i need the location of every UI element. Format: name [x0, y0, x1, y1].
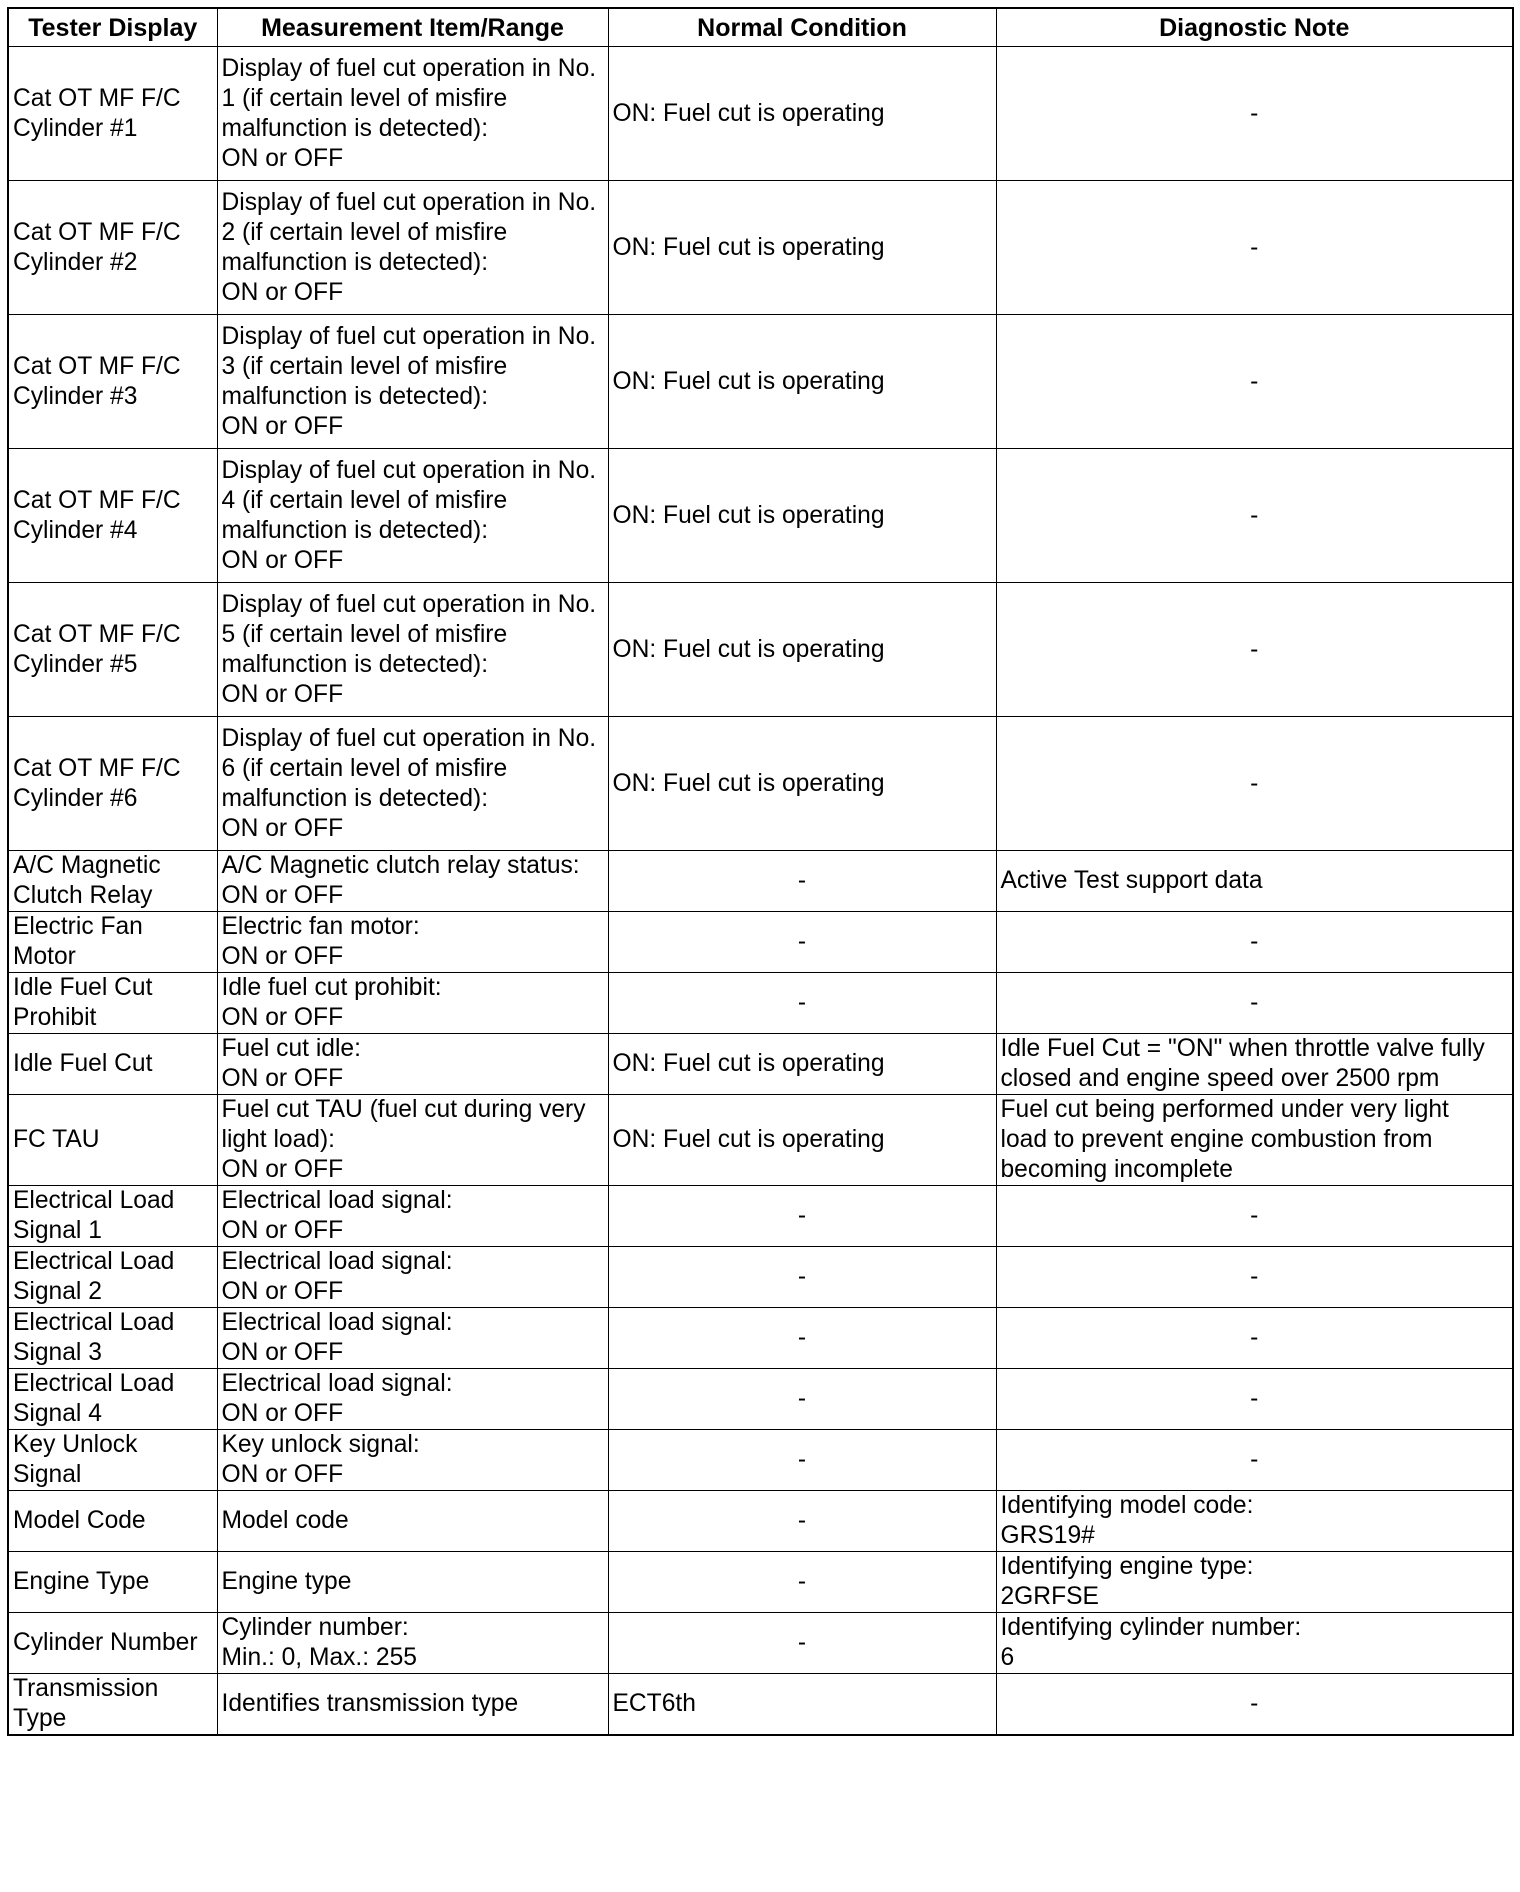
diagnostic-note-cell: - — [996, 1430, 1513, 1491]
diagnostic-note-cell: - — [996, 1308, 1513, 1369]
header-diagnostic-note: Diagnostic Note — [996, 8, 1513, 47]
measurement-item-cell: Display of fuel cut operation in No. 5 (if certain level of misfire malfunction is detected): ON or OFF — [217, 583, 608, 717]
table-row — [8, 1369, 1513, 1430]
diagnostic-note-cell: - — [996, 583, 1513, 717]
tester-display-cell: Cat OT MF F/C Cylinder #5 — [8, 583, 217, 717]
tester-display-cell: Electric Fan Motor — [8, 912, 217, 973]
diagnostic-note-cell: - — [996, 717, 1513, 851]
tester-display-cell: Idle Fuel Cut Prohibit — [8, 973, 217, 1034]
diagnostic-note-cell: - — [996, 315, 1513, 449]
tester-display-cell: Transmission Type — [8, 1674, 217, 1736]
measurement-item-cell: Electrical load signal: ON or OFF — [217, 1308, 608, 1369]
normal-condition-cell: - — [608, 1552, 996, 1613]
table-row — [8, 1491, 1513, 1552]
diagnostic-note-cell: Active Test support data — [996, 851, 1513, 912]
measurement-item-cell: Cylinder number: Min.: 0, Max.: 255 — [217, 1613, 608, 1674]
table-row — [8, 851, 1513, 912]
measurement-item-cell: Electric fan motor: ON or OFF — [217, 912, 608, 973]
tester-display-cell: Cat OT MF F/C Cylinder #2 — [8, 181, 217, 315]
table-row — [8, 583, 1513, 717]
table-row — [8, 1674, 1513, 1736]
table-row — [8, 181, 1513, 315]
tester-display-cell: Cat OT MF F/C Cylinder #6 — [8, 717, 217, 851]
tester-display-cell: Key Unlock Signal — [8, 1430, 217, 1491]
measurement-item-cell: Fuel cut TAU (fuel cut during very light load): ON or OFF — [217, 1095, 608, 1186]
normal-condition-cell: - — [608, 912, 996, 973]
measurement-item-cell: Electrical load signal: ON or OFF — [217, 1369, 608, 1430]
table-row — [8, 1186, 1513, 1247]
normal-condition-cell: ON: Fuel cut is operating — [608, 1034, 996, 1095]
tester-display-cell: Idle Fuel Cut — [8, 1034, 217, 1095]
header-tester-display: Tester Display — [8, 8, 217, 47]
measurement-item-cell: Model code — [217, 1491, 608, 1552]
table-row — [8, 973, 1513, 1034]
table-row — [8, 47, 1513, 181]
tester-display-cell: FC TAU — [8, 1095, 217, 1186]
table-row — [8, 315, 1513, 449]
normal-condition-cell: - — [608, 1186, 996, 1247]
diagnostic-note-cell: - — [996, 973, 1513, 1034]
diagnostic-note-cell: Fuel cut being performed under very light load to prevent engine combustion from becoming incomplete — [996, 1095, 1513, 1186]
measurement-item-cell: Identifies transmission type — [217, 1674, 608, 1736]
normal-condition-cell: - — [608, 1430, 996, 1491]
tester-display-cell: Electrical Load Signal 4 — [8, 1369, 217, 1430]
header-measurement-item: Measurement Item/Range — [217, 8, 608, 47]
table-row — [8, 717, 1513, 851]
normal-condition-cell: - — [608, 1308, 996, 1369]
tester-display-cell: Engine Type — [8, 1552, 217, 1613]
measurement-item-cell: Display of fuel cut operation in No. 2 (if certain level of misfire malfunction is detected): ON or OFF — [217, 181, 608, 315]
normal-condition-cell: ON: Fuel cut is operating — [608, 583, 996, 717]
tester-display-cell: Electrical Load Signal 1 — [8, 1186, 217, 1247]
normal-condition-cell: ON: Fuel cut is operating — [608, 181, 996, 315]
normal-condition-cell: - — [608, 851, 996, 912]
measurement-item-cell: Fuel cut idle: ON or OFF — [217, 1034, 608, 1095]
diagnostic-note-cell: Identifying engine type: 2GRFSE — [996, 1552, 1513, 1613]
normal-condition-cell: - — [608, 1491, 996, 1552]
measurement-item-cell: Idle fuel cut prohibit: ON or OFF — [217, 973, 608, 1034]
normal-condition-cell: ON: Fuel cut is operating — [608, 315, 996, 449]
normal-condition-cell: - — [608, 1613, 996, 1674]
measurement-item-cell: Electrical load signal: ON or OFF — [217, 1247, 608, 1308]
measurement-item-cell: Display of fuel cut operation in No. 1 (if certain level of misfire malfunction is detected): ON or OFF — [217, 47, 608, 181]
measurement-item-cell: Engine type — [217, 1552, 608, 1613]
table-row — [8, 1247, 1513, 1308]
diagnostic-note-cell: Idle Fuel Cut = "ON" when throttle valve fully closed and engine speed over 2500 rpm — [996, 1034, 1513, 1095]
data-list-table-container — [7, 7, 1514, 1736]
table-row — [8, 1613, 1513, 1674]
table-row — [8, 1034, 1513, 1095]
normal-condition-cell: ON: Fuel cut is operating — [608, 449, 996, 583]
data-list-table — [7, 7, 1514, 1736]
diagnostic-note-cell: Identifying model code: GRS19# — [996, 1491, 1513, 1552]
tester-display-cell: Model Code — [8, 1491, 217, 1552]
diagnostic-note-cell: - — [996, 1369, 1513, 1430]
tester-display-cell: Cat OT MF F/C Cylinder #4 — [8, 449, 217, 583]
diagnostic-note-cell: Identifying cylinder number: 6 — [996, 1613, 1513, 1674]
tester-display-cell: Cylinder Number — [8, 1613, 217, 1674]
measurement-item-cell: Display of fuel cut operation in No. 6 (if certain level of misfire malfunction is detected): ON or OFF — [217, 717, 608, 851]
measurement-item-cell: Key unlock signal: ON or OFF — [217, 1430, 608, 1491]
tester-display-cell: Cat OT MF F/C Cylinder #1 — [8, 47, 217, 181]
diagnostic-note-cell: - — [996, 1247, 1513, 1308]
table-row — [8, 912, 1513, 973]
tester-display-cell: Electrical Load Signal 2 — [8, 1247, 217, 1308]
measurement-item-cell: A/C Magnetic clutch relay status: ON or OFF — [217, 851, 608, 912]
diagnostic-note-cell: - — [996, 912, 1513, 973]
table-row — [8, 1552, 1513, 1613]
measurement-item-cell: Display of fuel cut operation in No. 4 (if certain level of misfire malfunction is detected): ON or OFF — [217, 449, 608, 583]
diagnostic-note-cell: - — [996, 181, 1513, 315]
table-row — [8, 1430, 1513, 1491]
tester-display-cell: Cat OT MF F/C Cylinder #3 — [8, 315, 217, 449]
normal-condition-cell: ON: Fuel cut is operating — [608, 47, 996, 181]
normal-condition-cell: ECT6th — [608, 1674, 996, 1736]
diagnostic-note-cell: - — [996, 1186, 1513, 1247]
measurement-item-cell: Display of fuel cut operation in No. 3 (if certain level of misfire malfunction is detected): ON or OFF — [217, 315, 608, 449]
diagnostic-note-cell: - — [996, 1674, 1513, 1736]
tester-display-cell: A/C Magnetic Clutch Relay — [8, 851, 217, 912]
table-row — [8, 1308, 1513, 1369]
normal-condition-cell: - — [608, 1247, 996, 1308]
diagnostic-note-cell: - — [996, 47, 1513, 181]
tester-display-cell: Electrical Load Signal 3 — [8, 1308, 217, 1369]
measurement-item-cell: Electrical load signal: ON or OFF — [217, 1186, 608, 1247]
header-row — [8, 8, 1513, 47]
normal-condition-cell: - — [608, 1369, 996, 1430]
table-row — [8, 449, 1513, 583]
table-row — [8, 1095, 1513, 1186]
diagnostic-note-cell: - — [996, 449, 1513, 583]
header-normal-condition: Normal Condition — [608, 8, 996, 47]
normal-condition-cell: - — [608, 973, 996, 1034]
normal-condition-cell: ON: Fuel cut is operating — [608, 717, 996, 851]
normal-condition-cell: ON: Fuel cut is operating — [608, 1095, 996, 1186]
